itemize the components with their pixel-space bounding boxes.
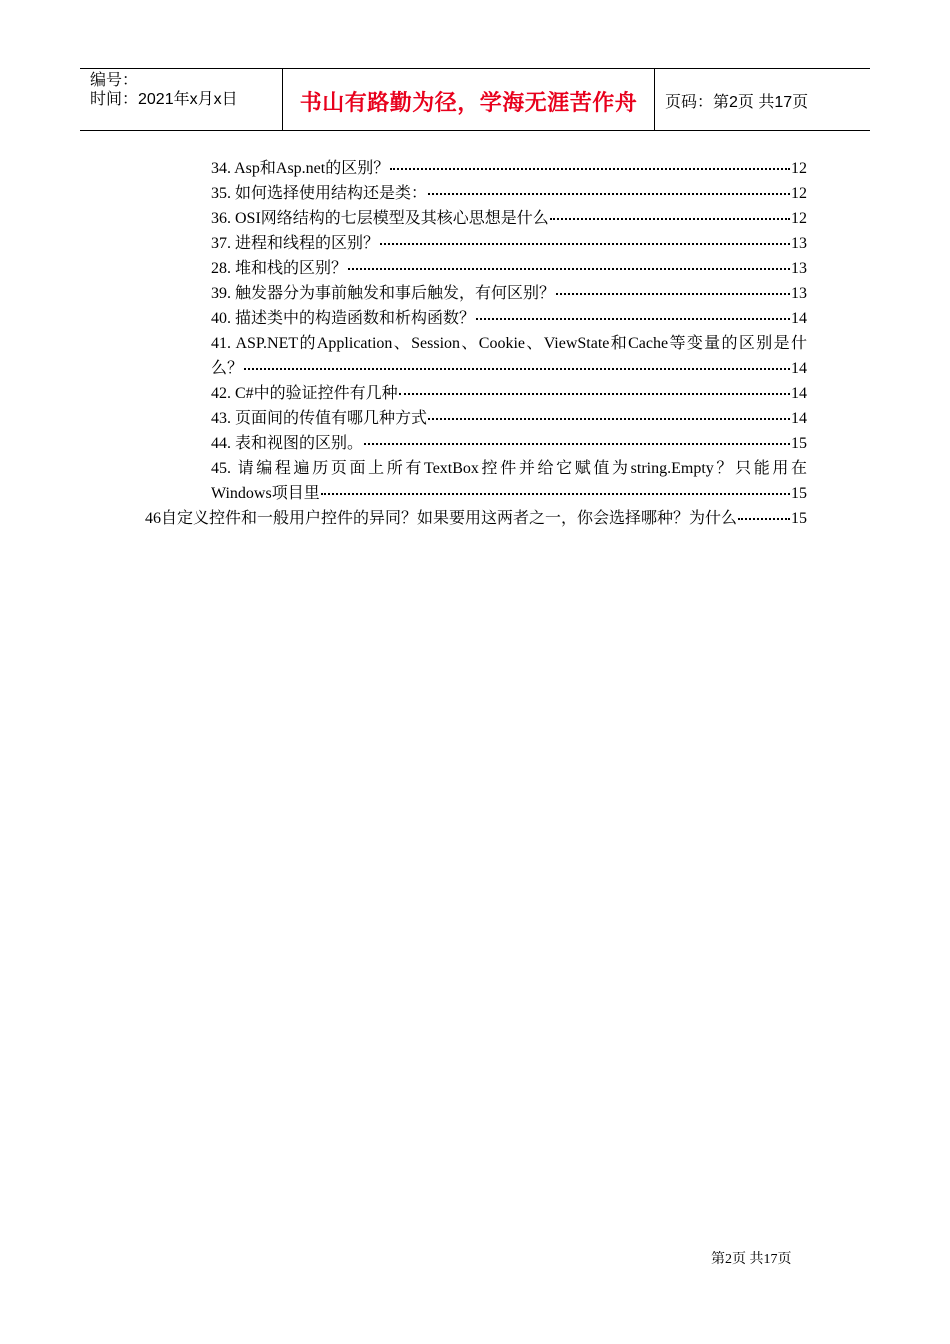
toc-leader: [738, 518, 790, 520]
toc-leader: [244, 368, 790, 370]
number-label: 编号：: [90, 72, 139, 89]
toc-page: 13: [791, 235, 807, 252]
toc-page: 12: [791, 185, 807, 202]
toc-page: 15: [791, 485, 807, 502]
toc-page: 13: [791, 285, 807, 302]
time-label: 时间：2021年x月x日: [90, 91, 238, 108]
toc-page: 12: [791, 160, 807, 177]
toc-leader: [380, 243, 790, 245]
page-footer: 第2页 共17页: [711, 1252, 792, 1267]
toc-page: 12: [791, 210, 807, 227]
toc-page: 15: [791, 510, 807, 527]
toc-entry[interactable]: [211, 206, 807, 231]
header-page-info: 页码：第2页 共17页: [665, 94, 809, 111]
toc-entry[interactable]: [211, 431, 807, 456]
toc-title-line1: 45. 请编程遍历页面上所有TextBox控件并给它赋值为string.Empty？只能用在: [211, 460, 807, 477]
header-page-cell: [655, 69, 870, 130]
page-header: [80, 68, 870, 131]
toc-title-line2: Windows项目里: [211, 485, 320, 502]
toc-title: 44. 表和视图的区别。: [211, 435, 364, 452]
toc-page: 14: [791, 310, 807, 327]
toc-title: 28. 堆和栈的区别？: [211, 260, 348, 277]
toc-title: 34. Asp和Asp.net的区别？: [211, 160, 390, 177]
toc-leader: [348, 268, 790, 270]
toc-leader: [364, 443, 790, 445]
toc-entry[interactable]: [211, 381, 807, 406]
toc-title: 39. 触发器分为事前触发和事后触发，有何区别？: [211, 285, 556, 302]
toc-entry[interactable]: [211, 406, 807, 431]
toc-page: 14: [791, 410, 807, 427]
toc-title: 42. C#中的验证控件有几种: [211, 385, 398, 402]
toc-page: 13: [791, 260, 807, 277]
toc-page: 15: [791, 435, 807, 452]
toc-title: 37. 进程和线程的区别？: [211, 235, 380, 252]
header-motto-cell: [282, 69, 655, 130]
toc-title: 36. OSI网络结构的七层模型及其核心思想是什么: [211, 210, 549, 227]
toc-leader: [321, 493, 790, 495]
toc-leader: [476, 318, 790, 320]
toc-title: 46自定义控件和一般用户控件的异同？如果要用这两者之一，你会选择哪种？为什么: [145, 510, 738, 527]
toc-entry[interactable]: [211, 256, 807, 281]
toc-leader: [556, 293, 790, 295]
toc-leader: [428, 193, 790, 195]
toc-title-line1: 41. ASP.NET的Application、Session、Cookie、ViewState和Cache等变量的区别是什: [211, 335, 807, 352]
motto: 书山有路勤为径，学海无涯苦作舟: [299, 91, 638, 116]
toc-page: 14: [791, 385, 807, 402]
toc-entry[interactable]: [211, 181, 807, 206]
toc-entry[interactable]: [211, 331, 807, 381]
toc-entry[interactable]: [211, 281, 807, 306]
toc-title: 40. 描述类中的构造函数和析构函数？: [211, 310, 476, 327]
toc-entry[interactable]: [145, 506, 807, 531]
toc-title: 43. 页面间的传值有哪几种方式: [211, 410, 428, 427]
toc-entry[interactable]: [211, 306, 807, 331]
toc-title-line2: 么？: [211, 360, 244, 377]
toc-leader: [399, 393, 790, 395]
toc-title: 35. 如何选择使用结构还是类：: [211, 185, 428, 202]
toc-entry[interactable]: [211, 456, 807, 506]
toc-entry[interactable]: [211, 231, 807, 256]
toc-leader: [390, 168, 790, 170]
toc-entry[interactable]: [211, 156, 807, 181]
toc-leader: [550, 218, 790, 220]
header-meta: [80, 69, 282, 130]
toc-page: 14: [791, 360, 807, 377]
toc-leader: [428, 418, 790, 420]
